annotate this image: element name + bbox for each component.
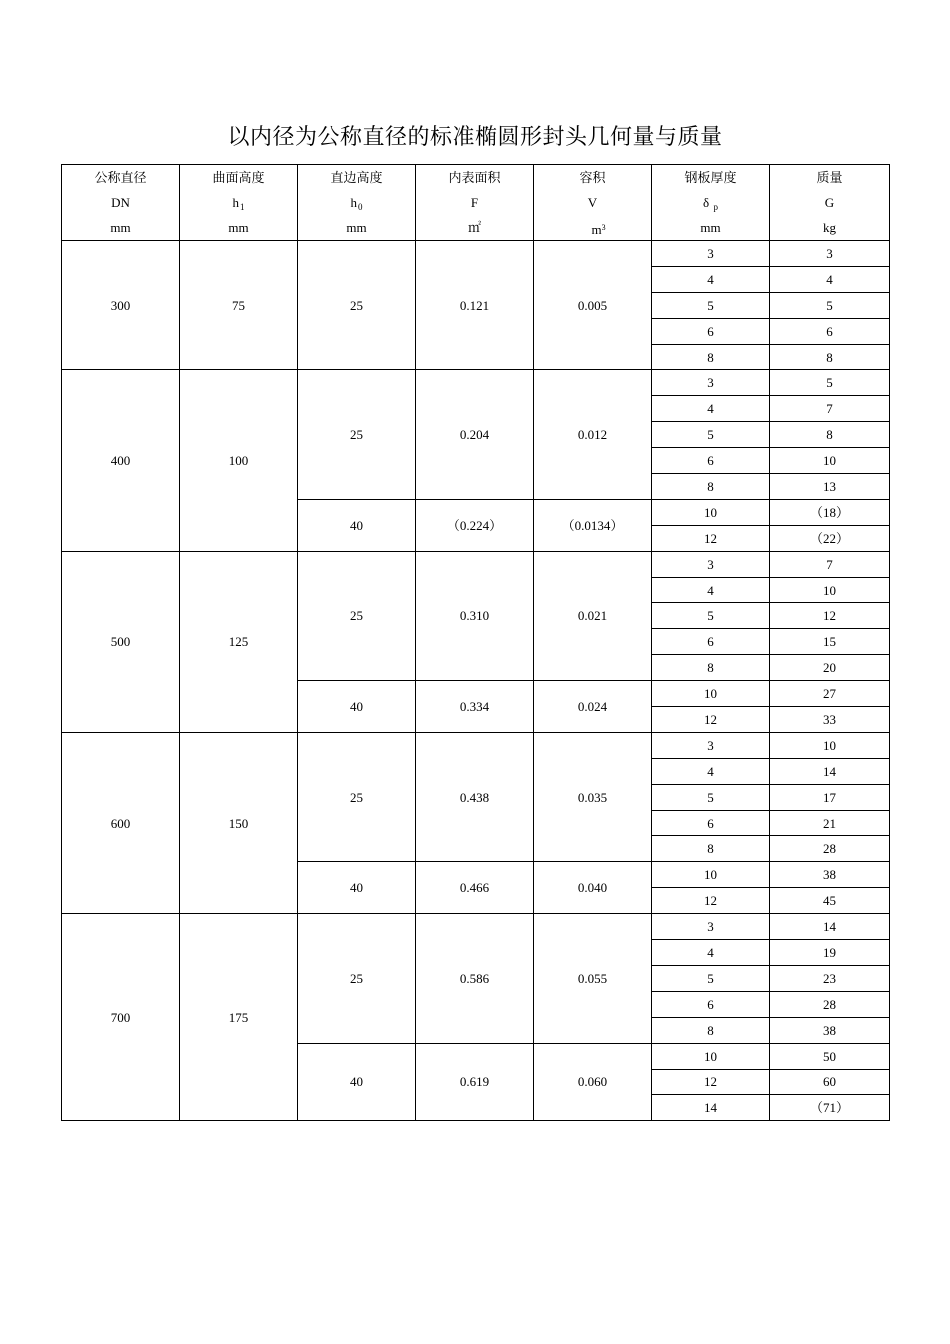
header-t-unit: mm — [700, 220, 721, 235]
volume-cell: 0.012 — [534, 370, 652, 499]
h0-cell: 25 — [298, 370, 416, 499]
header-v — [534, 165, 652, 241]
thickness-cell: 4 — [652, 266, 770, 292]
header-f-symbol: F — [470, 195, 479, 210]
header-t-name: 钢板厚度 — [684, 170, 737, 185]
header-h0-sym: h — [350, 195, 357, 210]
volume-cell: 0.055 — [534, 914, 652, 1043]
header-f-unit: ㎡ — [467, 220, 481, 235]
thickness-cell: 8 — [652, 1017, 770, 1043]
thickness-cell: 12 — [652, 525, 770, 551]
thickness-cell: 4 — [652, 396, 770, 422]
table-row — [62, 914, 890, 940]
volume-cell: 0.035 — [534, 732, 652, 861]
table-row — [62, 370, 890, 396]
mass-cell: （71） — [770, 1095, 890, 1121]
mass-cell: 10 — [770, 448, 890, 474]
mass-cell: 28 — [770, 991, 890, 1017]
volume-cell: 0.060 — [534, 1043, 652, 1121]
thickness-cell: 3 — [652, 914, 770, 940]
area-cell: 0.586 — [416, 914, 534, 1043]
h0-cell: 25 — [298, 551, 416, 680]
area-cell: 0.438 — [416, 732, 534, 861]
area-cell: 0.334 — [416, 681, 534, 733]
h0-cell: 40 — [298, 499, 416, 551]
mass-cell: 14 — [770, 758, 890, 784]
mass-cell: 5 — [770, 292, 890, 318]
thickness-cell: 5 — [652, 422, 770, 448]
thickness-cell: 4 — [652, 758, 770, 784]
header-h1-unit: mm — [228, 220, 249, 235]
thickness-cell: 5 — [652, 784, 770, 810]
header-v-unit — [534, 215, 651, 240]
thickness-cell: 10 — [652, 1043, 770, 1069]
page-title: 以内径为公称直径的标准椭圆形封头几何量与质量 — [227, 124, 723, 149]
area-cell: （0.224） — [416, 499, 534, 551]
thickness-cell: 10 — [652, 862, 770, 888]
mass-cell: 4 — [770, 266, 890, 292]
mass-cell: 28 — [770, 836, 890, 862]
thickness-cell: 8 — [652, 836, 770, 862]
h1-cell: 175 — [180, 914, 298, 1121]
dn-cell: 700 — [62, 914, 180, 1121]
volume-cell: 0.040 — [534, 862, 652, 914]
mass-cell: 38 — [770, 1017, 890, 1043]
thickness-cell: 3 — [652, 732, 770, 758]
header-t-sym: δ — [703, 195, 710, 210]
table-row — [62, 551, 890, 577]
mass-cell: 12 — [770, 603, 890, 629]
thickness-cell: 3 — [652, 241, 770, 267]
mass-cell: 7 — [770, 396, 890, 422]
header-h1 — [180, 165, 298, 241]
thickness-cell: 12 — [652, 1069, 770, 1095]
mass-cell: （18） — [770, 499, 890, 525]
header-h0 — [298, 165, 416, 241]
mass-cell: 60 — [770, 1069, 890, 1095]
mass-cell: 8 — [770, 344, 890, 370]
mass-cell: 50 — [770, 1043, 890, 1069]
thickness-cell: 4 — [652, 940, 770, 966]
mass-cell: （22） — [770, 525, 890, 551]
header-v-unit-base: m — [591, 222, 602, 237]
table-body — [62, 165, 890, 1121]
thickness-cell: 12 — [652, 707, 770, 733]
area-cell: 0.466 — [416, 862, 534, 914]
mass-cell: 8 — [770, 422, 890, 448]
thickness-cell: 6 — [652, 318, 770, 344]
header-h1-sym: h — [232, 195, 239, 210]
mass-cell: 7 — [770, 551, 890, 577]
mass-cell: 27 — [770, 681, 890, 707]
mass-cell: 19 — [770, 940, 890, 966]
header-dn-symbol: DN — [111, 195, 130, 210]
mass-cell: 13 — [770, 474, 890, 500]
thickness-cell: 3 — [652, 370, 770, 396]
thickness-cell: 10 — [652, 681, 770, 707]
header-g-unit: kg — [823, 220, 836, 235]
thickness-cell: 6 — [652, 810, 770, 836]
thickness-cell: 8 — [652, 474, 770, 500]
header-h0-unit: mm — [346, 220, 367, 235]
header-h1-sub: 1 — [240, 202, 245, 212]
mass-cell: 10 — [770, 732, 890, 758]
volume-cell: 0.024 — [534, 681, 652, 733]
mass-cell: 21 — [770, 810, 890, 836]
thickness-cell: 14 — [652, 1095, 770, 1121]
volume-cell: （0.0134） — [534, 499, 652, 551]
h0-cell: 40 — [298, 862, 416, 914]
thickness-cell: 6 — [652, 991, 770, 1017]
header-v-name: 容积 — [579, 170, 606, 185]
mass-cell: 38 — [770, 862, 890, 888]
mass-cell: 15 — [770, 629, 890, 655]
table-row — [62, 241, 890, 267]
h1-cell: 125 — [180, 551, 298, 732]
mass-cell: 6 — [770, 318, 890, 344]
dn-cell: 600 — [62, 732, 180, 913]
area-cell: 0.310 — [416, 551, 534, 680]
table-row — [62, 732, 890, 758]
thickness-cell: 8 — [652, 655, 770, 681]
header-t-sub: p — [713, 202, 718, 212]
thickness-cell: 10 — [652, 499, 770, 525]
area-cell: 0.121 — [416, 241, 534, 370]
thickness-cell: 3 — [652, 551, 770, 577]
header-row — [62, 165, 890, 241]
h1-cell: 75 — [180, 241, 298, 370]
thickness-cell: 5 — [652, 603, 770, 629]
header-t — [652, 165, 770, 241]
h1-cell: 100 — [180, 370, 298, 551]
header-dn — [62, 165, 180, 241]
dn-cell: 300 — [62, 241, 180, 370]
header-v-symbol: V — [587, 195, 598, 210]
thickness-cell: 12 — [652, 888, 770, 914]
thickness-cell: 6 — [652, 629, 770, 655]
header-f — [416, 165, 534, 241]
header-t-symbol — [652, 190, 769, 215]
header-f-name: 内表面积 — [448, 170, 501, 185]
header-h0-symbol — [298, 190, 415, 215]
mass-cell: 33 — [770, 707, 890, 733]
mass-cell: 20 — [770, 655, 890, 681]
dn-cell: 400 — [62, 370, 180, 551]
volume-cell: 0.005 — [534, 241, 652, 370]
h0-cell: 25 — [298, 914, 416, 1043]
thickness-cell: 5 — [652, 965, 770, 991]
mass-cell: 45 — [770, 888, 890, 914]
header-h1-symbol — [180, 190, 297, 215]
h0-cell: 40 — [298, 1043, 416, 1121]
volume-cell: 0.021 — [534, 551, 652, 680]
header-g-symbol: G — [824, 195, 835, 210]
h0-cell: 25 — [298, 241, 416, 370]
header-dn-unit: mm — [110, 220, 131, 235]
thickness-cell: 5 — [652, 292, 770, 318]
area-cell: 0.619 — [416, 1043, 534, 1121]
thickness-cell: 6 — [652, 448, 770, 474]
header-dn-name: 公称直径 — [94, 170, 147, 185]
thickness-cell: 8 — [652, 344, 770, 370]
h1-cell: 150 — [180, 732, 298, 913]
mass-cell: 17 — [770, 784, 890, 810]
area-cell: 0.204 — [416, 370, 534, 499]
h0-cell: 40 — [298, 681, 416, 733]
header-v-unit-sup: 3 — [601, 223, 606, 232]
mass-cell: 5 — [770, 370, 890, 396]
mass-cell: 10 — [770, 577, 890, 603]
header-g-name: 质量 — [816, 170, 843, 185]
mass-cell: 3 — [770, 241, 890, 267]
head-spec-table — [61, 164, 890, 1121]
mass-cell: 23 — [770, 965, 890, 991]
header-h1-name: 曲面高度 — [212, 170, 265, 185]
header-h0-name: 直边高度 — [330, 170, 383, 185]
thickness-cell: 4 — [652, 577, 770, 603]
dn-cell: 500 — [62, 551, 180, 732]
header-h0-sub: 0 — [358, 202, 363, 212]
header-g — [770, 165, 890, 241]
h0-cell: 25 — [298, 732, 416, 861]
mass-cell: 14 — [770, 914, 890, 940]
